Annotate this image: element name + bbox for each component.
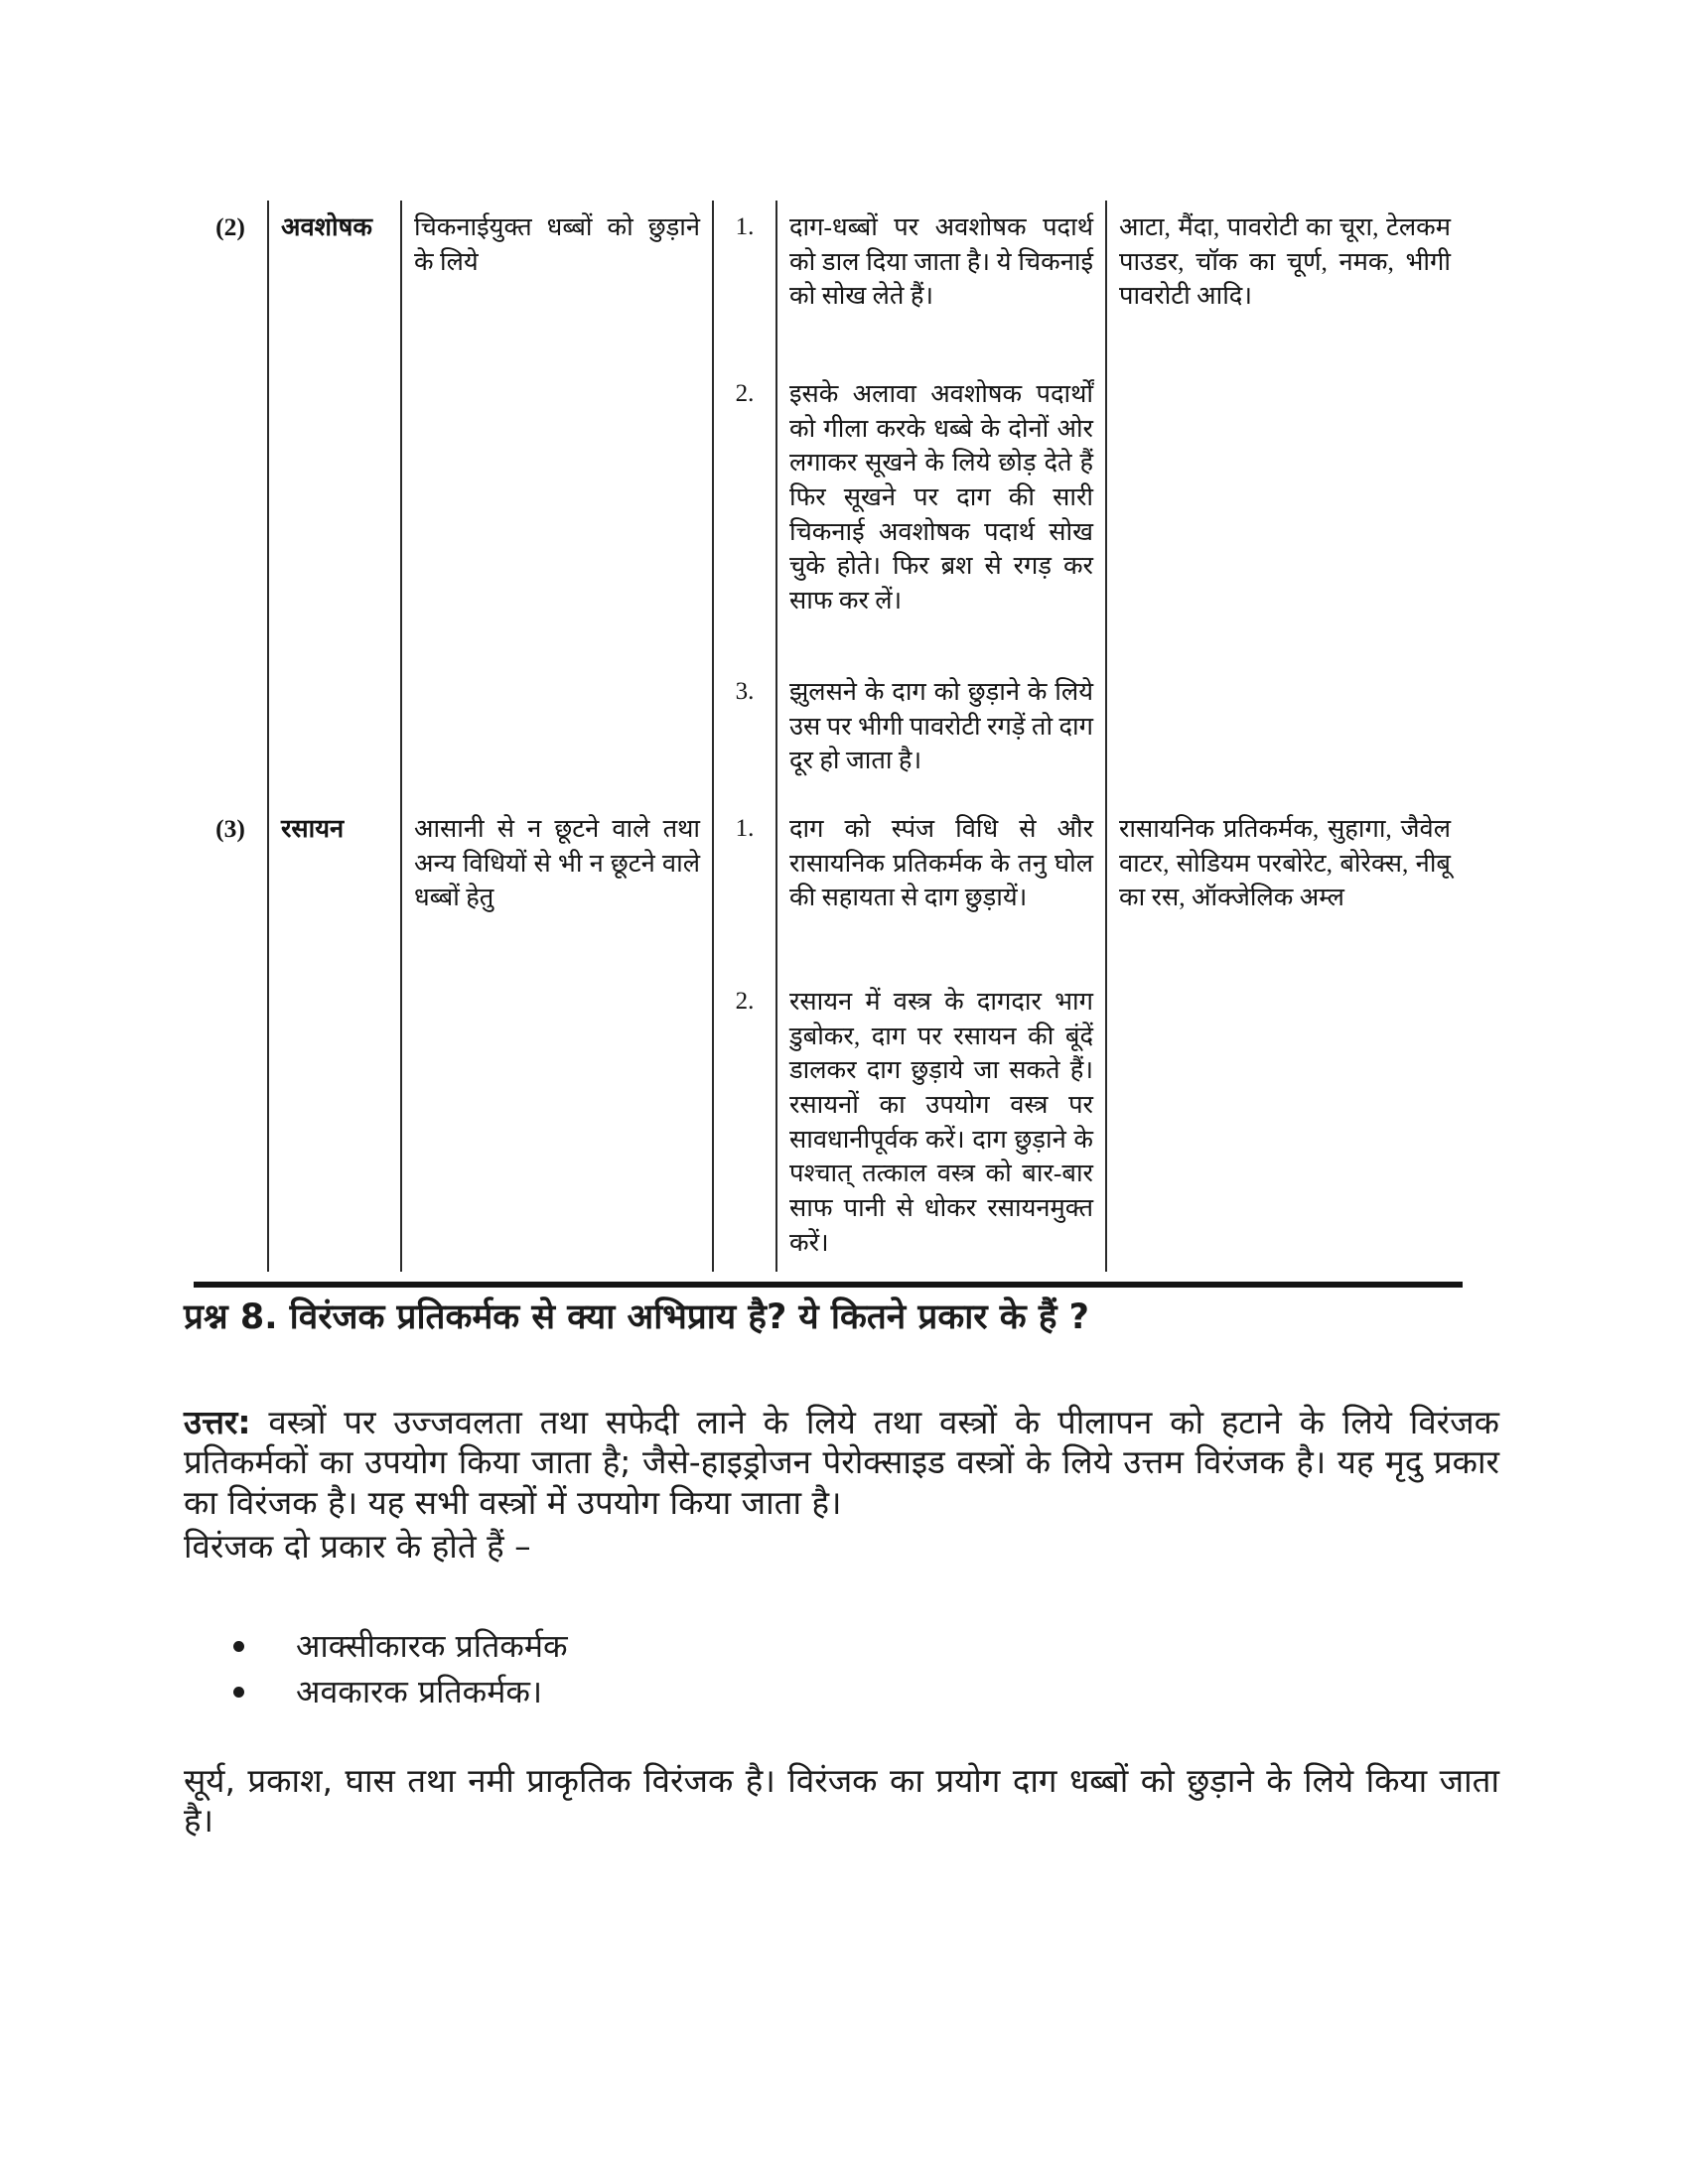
method-number: 1. bbox=[735, 213, 755, 240]
method-text: झुलसने के दाग को छुड़ाने के लिये उस पर भीगी पावरोटी रगड़ें तो दाग दूर हो जाता है। bbox=[775, 665, 1107, 790]
question-answer-section bbox=[184, 1296, 1499, 1842]
answer-paragraph bbox=[184, 1403, 1499, 1524]
list-item-label: अवकारक प्रतिकर्मक। bbox=[296, 1673, 543, 1711]
list-item-label: आक्सीकारक प्रतिकर्मक bbox=[296, 1626, 568, 1665]
answer-body: वस्त्रों पर उज्जवलता तथा सफेदी लाने के लिये तथा वस्त्रों के पीलापन को हटाने के लिये विरंजक प्रतिकर्मकों का उपयोग किया जाता है; जैसे-हाइड्रोजन पेरोक्साइड वस्त्रों के लिये उत्तम विरंजक है। यह मृदु प्रकार का विरंजक है। यह सभी वस्त्रों में उपयोग किया जाता है। bbox=[184, 1402, 1499, 1522]
agent-purpose: आसानी से न छूटने वाले तथा अन्य विधियों से भी न छूटने वाले धब्बों हेतु bbox=[402, 790, 714, 1272]
row-index: (2) bbox=[194, 201, 269, 790]
bullet-icon bbox=[233, 1641, 244, 1652]
list-item bbox=[184, 1669, 1499, 1714]
agent-name: रसायन bbox=[269, 790, 402, 1272]
bleach-types-list bbox=[184, 1623, 1499, 1715]
stain-removal-table bbox=[194, 201, 1463, 1288]
answer-label: उत्तर: bbox=[184, 1402, 251, 1441]
agent-materials: आटा, मैंदा, पावरोटी का चूरा, टेलकम पाउडर, चॉक का चूर्ण, नमक, भीगी पावरोटी आदि। bbox=[1119, 212, 1451, 311]
method-text: रसायन में वस्त्र के दागदार भाग डुबोकर, दाग पर रसायन की बूंदें डालकर दाग छुड़ाये जा सकते हैं। रसायनों का उपयोग वस्त्र पर सावधानीपूर्वक करें। दाग छुड़ाने के पश्चात् तत्काल वस्त्र को बार-बार साफ पानी से धोकर रसायनमुक्त करें। bbox=[775, 975, 1107, 1272]
method-number: 2. bbox=[735, 380, 755, 407]
list-item bbox=[184, 1623, 1499, 1669]
method-number: 3. bbox=[735, 678, 755, 705]
question-heading: प्रश्न 8. विरंजक प्रतिकर्मक से क्या अभिप्राय है? ये कितने प्रकार के हैं ? bbox=[184, 1297, 1089, 1337]
method-text: इसके अलावा अवशोषक पदार्थों को गीला करके धब्बे के दोनों ओर लगाकर सूखने के लिये छोड़ देते हैं फिर सूखने पर दाग की सारी चिकनाई अवशोषक पदार्थ सोख चुके होते। फिर ब्रश से रगड़ कर साफ कर लें। bbox=[775, 367, 1107, 665]
closing-paragraph: सूर्य, प्रकाश, घास तथा नमी प्राकृतिक विरंजक है। विरंजक का प्रयोग दाग धब्बों को छुड़ाने के लिये किया जाता है। bbox=[184, 1760, 1499, 1841]
method-number: 2. bbox=[735, 988, 755, 1016]
method-number: 1. bbox=[735, 815, 755, 843]
method-text: दाग-धब्बों पर अवशोषक पदार्थ को डाल दिया जाता है। ये चिकनाई को सोख लेते हैं। bbox=[775, 201, 1107, 367]
agent-materials: रासायनिक प्रतिकर्मक, सुहागा, जैवेल वाटर, सोडियम परबोरेट, बोरेक्स, नीबू का रस, ऑक्जेलिक अम्ल bbox=[1119, 814, 1451, 912]
answer-types-intro: विरंजक दो प्रकार के होते हैं – bbox=[184, 1527, 531, 1567]
row-index: (3) bbox=[194, 790, 269, 1272]
agent-purpose: चिकनाईयुक्त धब्बों को छुड़ाने के लिये bbox=[402, 201, 714, 790]
method-text: दाग को स्पंज विधि से और रासायनिक प्रतिकर्मक के तनु घोल की सहायता से दाग छुड़ायें। bbox=[775, 790, 1107, 975]
agent-name: अवशोषक bbox=[269, 201, 402, 790]
bullet-icon bbox=[233, 1687, 244, 1698]
